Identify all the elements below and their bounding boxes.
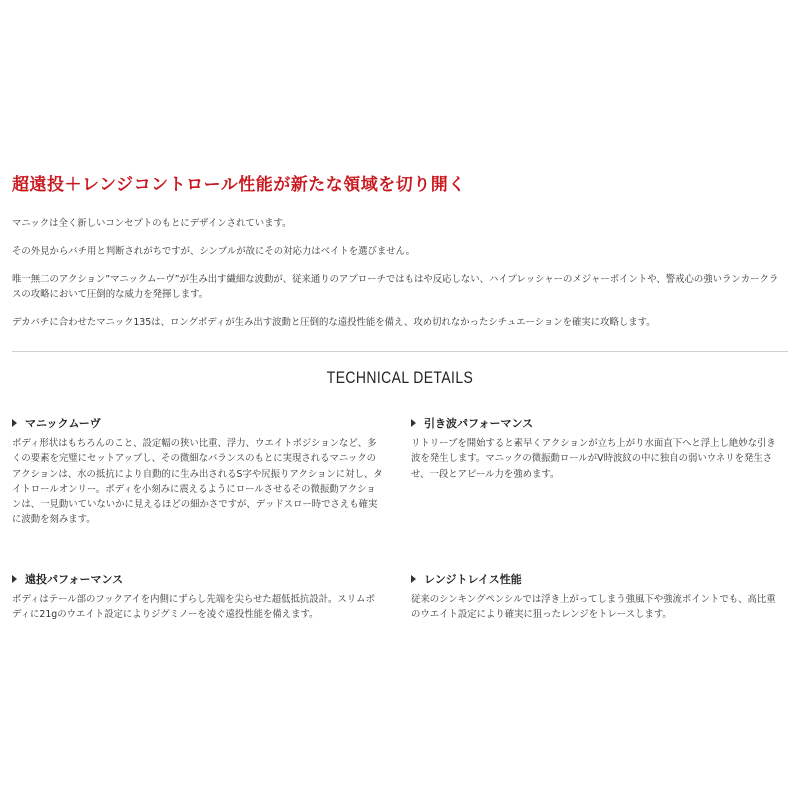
intro-paragraph: 唯一無二のアクション”マニックムーヴ”が生み出す繊細な波動が、従来通りのアプローチではもはや反応しない、ハイプレッシャーのメジャーポイントや、警戒心の強いランカークラスの攻略において圧倒的な威力を発揮します。 [12,274,779,300]
feature-title: マニックムーヴ [25,417,101,430]
intro-paragraph: デカバチに合わせたマニック135は、ロングボディが生み出す波動と圧倒的な遠投性能を備え、攻め切れなかったシチュエーションを確実に攻略します。 [12,317,656,328]
feature-body: ボディ形状はもちろんのこと、設定幅の狭い比重、浮力、ウエイトポジションなど、多くの要素を完璧にセットアップし、その微細なバランスのもとに実現されるマニックのアクションは、水の抵抗により自動的に生み出されるS字や尻振りアクションに対し、タイトロールオンリー。ボディを小刻みに震えるようにロールさせるその微振動アクションは、一見動いていないかに見えるほどの細かさですが、デッドスロー時でさえも確実に波動を刻みます。 [12,438,383,526]
feature-wake-performance [411,414,783,482]
section-divider [12,351,788,352]
feature-title: 引き波パフォーマンス [424,417,534,430]
triangle-arrow-icon [411,419,416,427]
feature-header [12,414,384,432]
feature-body: 従来のシンキングペンシルでは浮き上がってしまう強風下や強流ポイントでも、高比重のウエイト設定により確実に狙ったレンジをトレースします。 [411,594,776,621]
intro-paragraph: マニックは全く新しいコンセプトのもとにデザインされています。 [12,218,292,229]
intro-section [12,216,786,343]
feature-manic-move [12,414,384,528]
feature-header [12,570,384,588]
headline: 超遠投＋レンジコントロール性能が新たな領域を切り開く [12,175,466,195]
feature-title: レンジトレイス性能 [424,573,522,586]
triangle-arrow-icon [12,575,17,583]
feature-header [411,570,783,588]
feature-title: 遠投パフォーマンス [25,573,124,586]
intro-paragraph: その外見からバチ用と判断されがちですが、シンプルが故にその対応力はベイトを選びません。 [12,246,415,257]
feature-range-trace [411,570,783,623]
feature-casting-performance [12,570,384,623]
feature-body: リトリーブを開始すると素早くアクションが立ち上がり水面直下へと浮上し絶妙な引き波を発生します。マニックの微振動ロールがV時波紋の中に独自の弱いウネリを発生させ、一段とアピール力を強めます。 [411,438,776,480]
feature-body: ボディはテール部のフックアイを内側にずらし先端を尖らせた超低抵抗設計。スリムボディに21gのウエイト設定によりジグミノーを凌ぐ遠投性能を備えます。 [12,594,375,621]
triangle-arrow-icon [12,419,17,427]
triangle-arrow-icon [411,575,416,583]
feature-header [411,414,783,432]
technical-details-title: TECHNICAL DETAILS [326,368,474,387]
